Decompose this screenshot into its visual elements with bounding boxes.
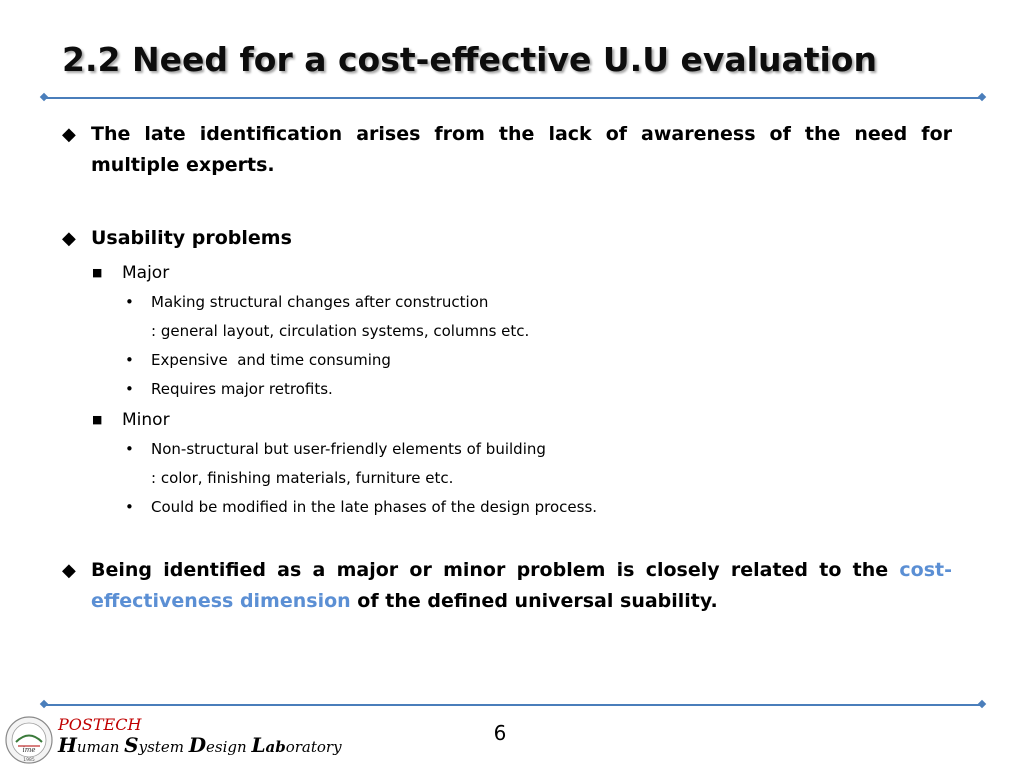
postech-seal-logo (4, 715, 54, 765)
dot-bullet-icon: • (125, 293, 134, 311)
slide-title: 2.2 Need for a cost-effective U.U evaluation (62, 40, 877, 79)
square-bullet-icon: ■ (92, 413, 103, 426)
lab-word: ab (265, 738, 286, 756)
list-item-text: Could be modified in the late phases of the design process. (151, 498, 598, 516)
diamond-bullet-icon: ◆ (62, 228, 76, 249)
lab-word: uman (76, 738, 125, 756)
list-item-continuation: : general layout, circulation systems, columns etc. (151, 322, 530, 340)
bullet-text (91, 555, 952, 617)
list-item (125, 292, 529, 341)
lab-initial: D (188, 733, 207, 757)
bullet-point-cost-effectiveness (62, 555, 952, 617)
bullet-point-late-identification (62, 119, 952, 181)
highlighted-phrase: cost-effectiveness dimension (91, 559, 952, 612)
lab-word: ystem (138, 738, 189, 756)
bullet-text: Usability problems (91, 227, 292, 249)
list-item (125, 439, 546, 488)
lab-initial: H (58, 733, 77, 757)
laboratory-name (58, 734, 342, 758)
sub-bullet-major (92, 262, 169, 284)
lab-name-block (58, 716, 342, 758)
logo-text: ime (22, 746, 36, 754)
lab-word: oratory (285, 738, 342, 756)
bullet-text-tail: of the defined universal suability. (357, 590, 718, 612)
lab-word: esign (206, 738, 252, 756)
bullet-text: The late identification arises from the lack of awareness of the need for multiple experts. (91, 123, 952, 176)
lab-initial: L (251, 733, 266, 757)
dot-bullet-icon: • (125, 498, 134, 516)
list-item-text: Expensive and time consuming (151, 351, 391, 369)
sub-bullet-label: Major (122, 263, 170, 283)
sub-bullet-minor (92, 409, 170, 431)
lab-initial: S (124, 733, 139, 757)
diamond-bullet-icon: ◆ (62, 124, 76, 145)
footer-divider (44, 704, 982, 706)
list-item (125, 497, 597, 517)
dot-bullet-icon: • (125, 440, 134, 458)
list-item-text: Requires major retrofits. (151, 380, 333, 398)
list-item (125, 379, 333, 399)
dot-bullet-icon: • (125, 351, 134, 369)
dot-bullet-icon: • (125, 380, 134, 398)
list-item-continuation: : color, finishing materials, furniture etc. (151, 469, 454, 487)
list-item-text: Making structural changes after construction (151, 293, 489, 311)
square-bullet-icon: ■ (92, 266, 103, 279)
organization-name: POSTECH (58, 715, 142, 734)
bullet-point-usability-problems (62, 223, 952, 254)
logo-year: 1985 (23, 758, 35, 763)
page-number: 6 (493, 721, 507, 745)
bullet-text-lead: Being identified as a major or minor problem is closely related to the (91, 559, 889, 581)
title-divider (44, 97, 982, 99)
sub-bullet-label: Minor (122, 410, 170, 430)
list-item-text: Non-structural but user-friendly elements of building (151, 440, 546, 458)
diamond-bullet-icon: ◆ (62, 560, 76, 581)
list-item (125, 350, 391, 370)
